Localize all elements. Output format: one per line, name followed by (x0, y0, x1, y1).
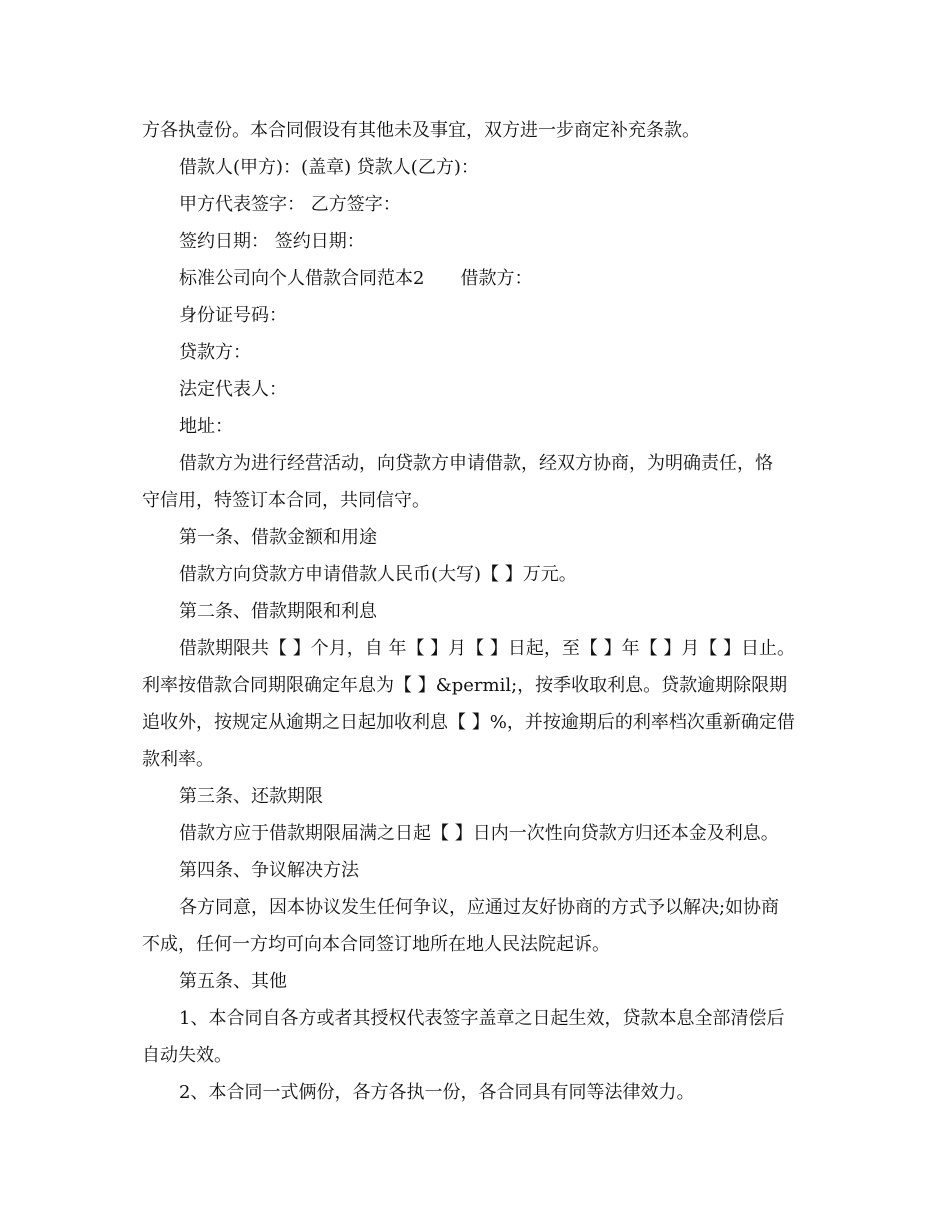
text-line: 款利率。 (142, 749, 214, 770)
text-line: 借款方向贷款方申请借款人民币(大写)【 】万元。 (179, 564, 577, 585)
document-body (142, 112, 810, 1111)
text-line: 甲方代表签字： 乙方签字： (179, 194, 401, 215)
text-line: 1、本合同自各方或者其授权代表签字盖章之日起生效，贷款本息全部清偿后 (179, 1008, 785, 1029)
text-line: 不成，任何一方均可向本合同签订地所在地人民法院起诉。 (142, 934, 610, 955)
text-line: 借款方应于借款期限届满之日起【 】日内一次性向贷款方归还本金及利息。 (179, 823, 779, 844)
borrower-label: 借款方： (460, 268, 533, 289)
text-line: 签约日期： 签约日期： (179, 231, 365, 252)
article-heading: 第一条、借款金额和用途 (179, 527, 377, 548)
text-line: 借款期限共【 】个月，自 年【 】月【 】日起，至【 】年【 】月【 】日止。 (179, 638, 796, 659)
article-heading: 第五条、其他 (179, 971, 287, 992)
text-line: 借款人(甲方)：(盖章) 贷款人(乙方)： (179, 157, 479, 178)
text-line-combined (142, 260, 810, 297)
article-heading: 第三条、还款期限 (179, 786, 323, 807)
article-heading: 第四条、争议解决方法 (179, 860, 359, 881)
text-line: 自动失效。 (142, 1045, 232, 1066)
text-line: 贷款方： (179, 342, 251, 363)
text-line: 各方同意，因本协议发生任何争议，应通过友好协商的方式予以解决;如协商 (179, 897, 780, 918)
text-line: 利率按借款合同期限确定年息为【 】&permil;，按季收取利息。贷款逾期除限期 (142, 675, 788, 696)
text-line: 追收外，按规定从逾期之日起加收利息【 】%，并按逾期后的利率档次重新确定借 (142, 712, 795, 733)
text-line: 守信用，特签订本合同，共同信守。 (142, 490, 430, 511)
text-line: 借款方为进行经营活动，向贷款方申请借款，经双方协商，为明确责任，恪 (179, 453, 773, 474)
text-line: 方各执壹份。本合同假设有其他未及事宜，双方进一步商定补充条款。 (142, 120, 700, 141)
section-title: 标准公司向个人借款合同范本2 (179, 268, 425, 289)
text-line: 地址： (179, 416, 233, 437)
article-heading: 第二条、借款期限和利息 (179, 601, 377, 622)
text-line: 2、本合同一式俩份，各方各执一份，各合同具有同等法律效力。 (179, 1082, 695, 1103)
text-line: 身份证号码： (179, 305, 287, 326)
text-line: 法定代表人： (179, 379, 287, 400)
